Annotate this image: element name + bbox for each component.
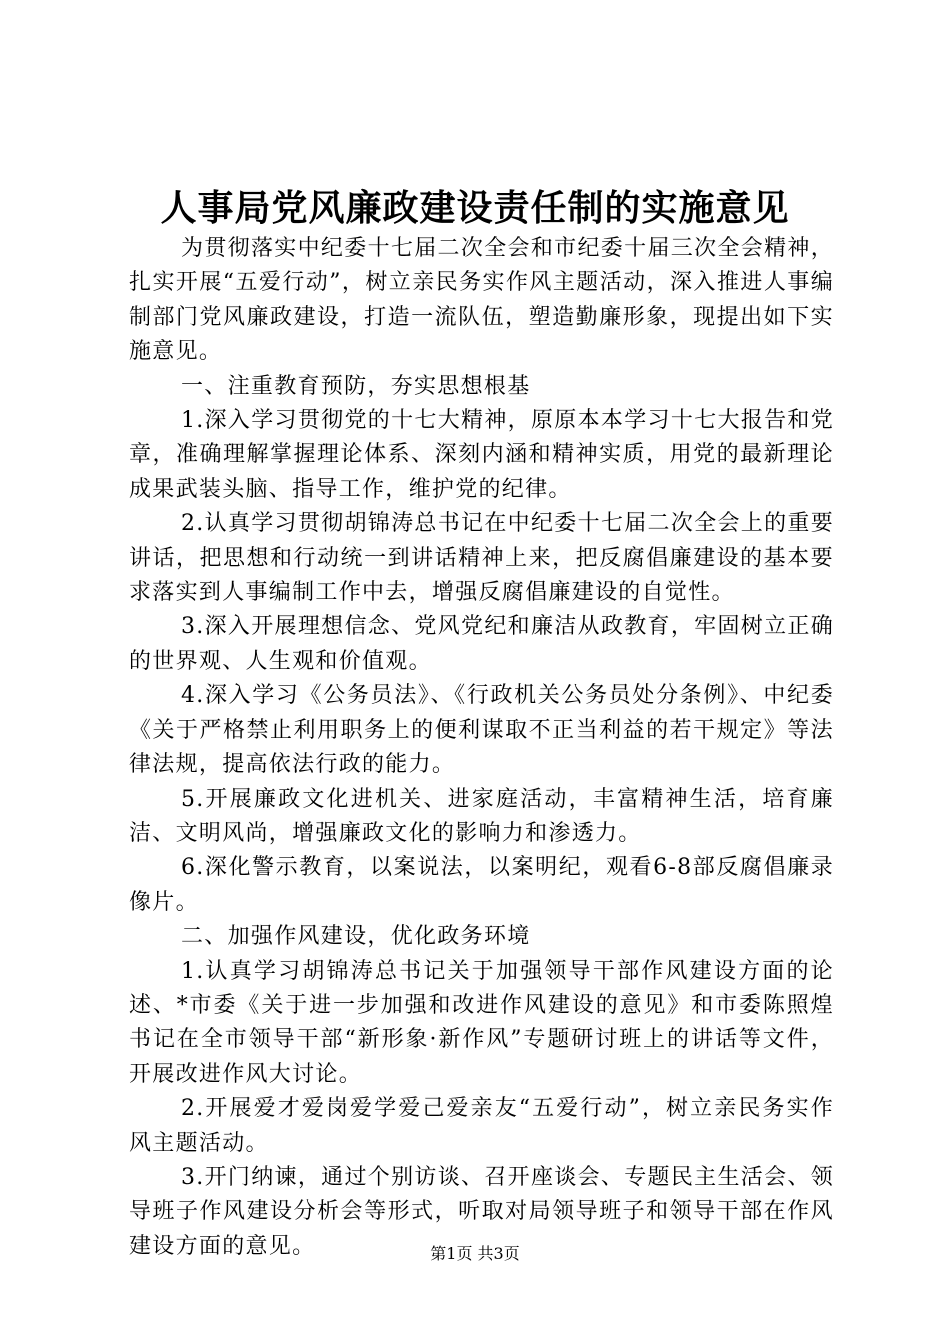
- list-item: 6.深化警示教育，以案说法，以案明纪，观看6-8部反腐倡廉录像片。: [129, 855, 834, 915]
- list-item: 1.认真学习胡锦涛总书记关于加强领导干部作风建设方面的论述、*市委《关于进一步加强和改进作风建设的意见》和市委陈照煌书记在全市领导干部“新形象·新作风”专题研讨班上的讲话等文件，开展改进作风大讨论。: [129, 958, 834, 1087]
- list-item: 2.认真学习贯彻胡锦涛总书记在中纪委十七届二次全会上的重要讲话，把思想和行动统一到讲话精神上来，把反腐倡廉建设的基本要求落实到人事编制工作中去，增强反腐倡廉建设的自觉性。: [129, 511, 834, 606]
- section-heading-1: 一、注重教育预防，夯实思想根基: [181, 373, 531, 399]
- page-title: 人事局党风廉政建设责任制的实施意见: [160, 187, 790, 229]
- intro-paragraph: 为贯彻落实中纪委十七届二次全会和市纪委十届三次全会精神，扎实开展“五爱行动”，树立亲民务实作风主题活动，深入推进人事编制部门党风廉政建设，打造一流队伍，塑造勤廉形象，现提出如下实施意见。: [129, 236, 834, 365]
- list-item: 3.开门纳谏，通过个别访谈、召开座谈会、专题民主生活会、领导班子作风建设分析会等形式，听取对局领导班子和领导干部在作风建设方面的意见。: [129, 1164, 834, 1259]
- list-item: 1.深入学习贯彻党的十七大精神，原原本本学习十七大报告和党章，准确理解掌握理论体系、深刻内涵和精神实质，用党的最新理论成果武装头脑、指导工作，维护党的纪律。: [129, 408, 834, 502]
- list-item: 4.深入学习《公务员法》、《行政机关公务员处分条例》、中纪委《关于严格禁止利用职务上的便利谋取不正当利益的若干规定》等法律法规，提高依法行政的能力。: [129, 683, 834, 778]
- page-number-footer: 第1页 共3页: [430, 1244, 520, 1263]
- document-body: [129, 232, 834, 1264]
- section-heading-2: 二、加强作风建设，优化政务环境: [181, 924, 531, 950]
- list-item: 3.深入开展理想信念、党风党纪和廉洁从政教育，牢固树立正确的世界观、人生观和价值观。: [129, 614, 834, 674]
- list-item: 2.开展爱才爱岗爱学爱己爱亲友“五爱行动”，树立亲民务实作风主题活动。: [129, 1096, 834, 1156]
- list-item: 5.开展廉政文化进机关、进家庭活动，丰富精神生活，培育廉洁、文明风尚，增强廉政文化的影响力和渗透力。: [129, 786, 834, 846]
